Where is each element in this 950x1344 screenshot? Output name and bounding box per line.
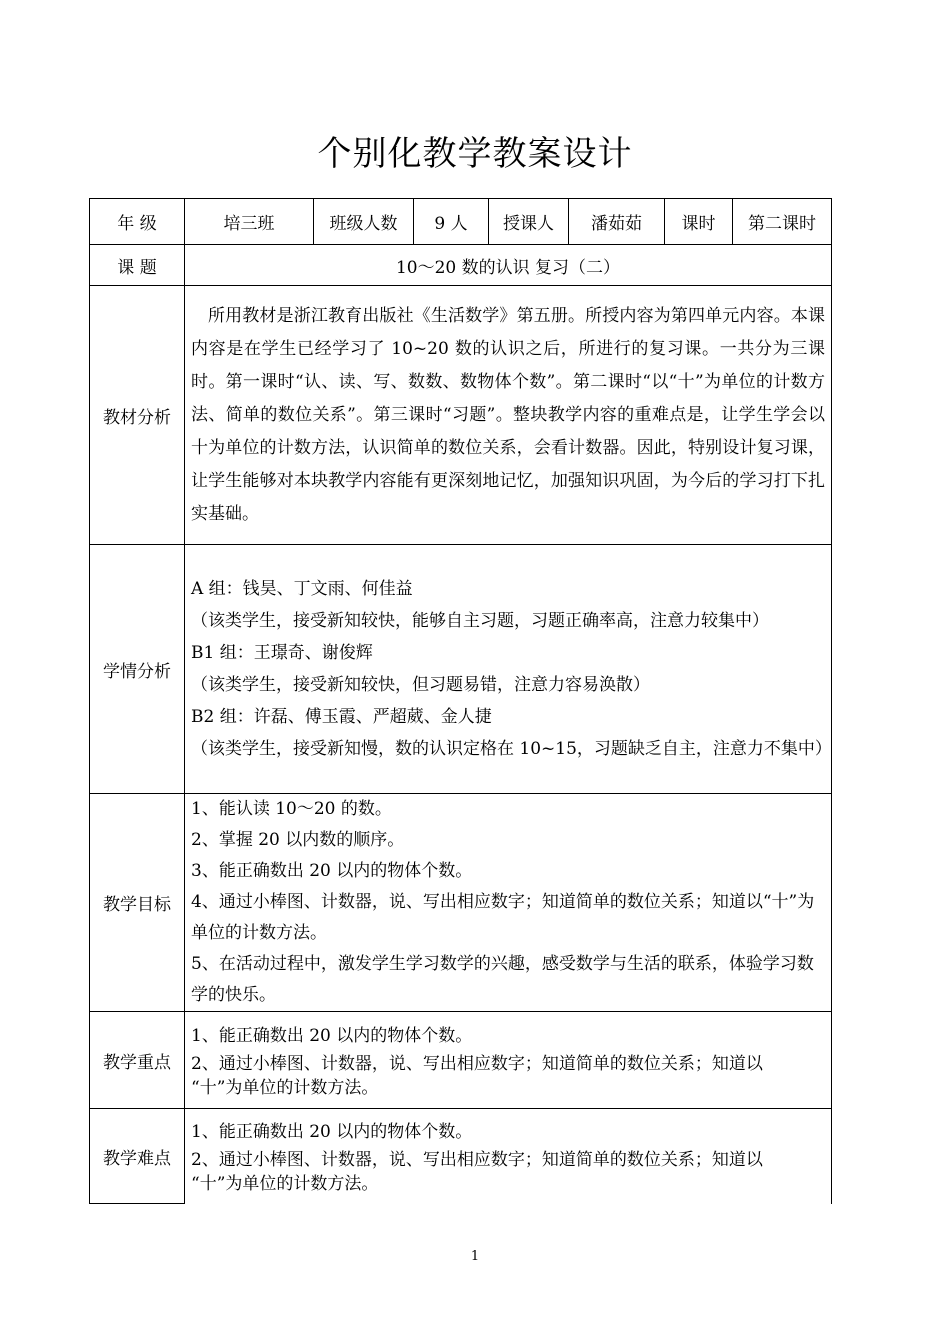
- teaching-goals-row: [90, 794, 832, 1012]
- student-group-b1-note: （该类学生，接受新知较快，但习题易错，注意力容易涣散）: [191, 675, 650, 695]
- student-group-a-note: （该类学生，接受新知较快，能够自主习题，习题正确率高，注意力较集中）: [191, 611, 769, 631]
- goal-item: 4、通过小棒图、计数器，说、写出相应数字；知道简单的数位关系；知道以“十”为单位的计数方法。: [191, 892, 815, 943]
- key-point-line: “十”为单位的计数方法。: [191, 1077, 379, 1098]
- goal-item: 5、在活动过程中，激发学生学习数学的兴趣，感受数学与生活的联系，体验学习数学的快乐。: [191, 954, 814, 1005]
- key-point-item: [191, 1052, 825, 1100]
- teaching-goals-label: 教学目标: [90, 794, 185, 1012]
- difficult-point-item: 1、能正确数出 20 以内的物体个数。: [191, 1121, 473, 1142]
- difficult-point-line: 2、通过小棒图、计数器，说、写出相应数字；知道简单的数位关系；知道以: [191, 1149, 763, 1170]
- period-label: 课时: [665, 199, 733, 245]
- topic-label: 课 题: [90, 245, 185, 286]
- period-value: 第二课时: [733, 199, 832, 245]
- student-analysis-label: 学情分析: [90, 545, 185, 794]
- student-group-b2: B2 组：许磊、傅玉霞、严超葳、金人捷: [191, 707, 492, 727]
- student-analysis-row: [90, 545, 832, 794]
- grade-label: 年 级: [90, 199, 185, 245]
- difficult-point-item: [191, 1148, 825, 1196]
- material-analysis-text: 所用教材是浙江教育出版社《生活数学》第五册。所授内容为第四单元内容。本课内容是在学生已经学习了 10~20 数的认识之后，所进行的复习课。一共分为三课时。第一课时“认、读、写、数数、数物体个数”。第二课时“以“十”为单位的计数方法、简单的数位关系”。第三课时“习题”。整块教学内容的重难点是，让学生学会以十为单位的计数方法，认识简单的数位关系，会看计数器。因此，特别设计复习课，让学生能够对本块教学内容能有更深刻地记忆，加强知识巩固，为今后的学习打下扎实基础。: [191, 305, 825, 524]
- teacher-label: 授课人: [489, 199, 569, 245]
- page-title: 个别化教学教案设计: [317, 134, 633, 174]
- header-row: [90, 199, 832, 245]
- key-point-item: 1、能正确数出 20 以内的物体个数。: [191, 1025, 473, 1046]
- student-group-a: A 组：钱昊、丁文雨、何佳益: [191, 579, 413, 599]
- student-group-b2-note: （该类学生，接受新知慢，数的认识定格在 10~15，习题缺乏自主，注意力不集中）: [191, 739, 832, 759]
- grade-value: 培三班: [185, 199, 314, 245]
- goal-item: 1、能认读 10～20 的数。: [191, 799, 392, 819]
- class-size-label: 班级人数: [314, 199, 414, 245]
- page-number: 1: [470, 1249, 480, 1264]
- difficult-point-line: “十”为单位的计数方法。: [191, 1173, 379, 1194]
- topic-value: 10～20 数的认识 复习（二）: [185, 245, 832, 286]
- material-analysis-row: [90, 286, 832, 545]
- difficult-points-label: 教学难点: [90, 1109, 185, 1204]
- goal-item: 2、掌握 20 以内数的顺序。: [191, 830, 405, 850]
- material-analysis-label: 教材分析: [90, 286, 185, 545]
- student-group-b1: B1 组：王璟奇、谢俊辉: [191, 643, 373, 663]
- teacher-value: 潘茹茹: [569, 199, 665, 245]
- key-point-line: 2、通过小棒图、计数器，说、写出相应数字；知道简单的数位关系；知道以: [191, 1053, 763, 1074]
- topic-row: [90, 245, 832, 286]
- lesson-plan-table: [89, 198, 832, 1204]
- goal-item: 3、能正确数出 20 以内的物体个数。: [191, 861, 473, 881]
- class-size-value: 9 人: [414, 199, 489, 245]
- difficult-points-row: [90, 1109, 832, 1204]
- key-points-row: [90, 1012, 832, 1109]
- key-points-label: 教学重点: [90, 1012, 185, 1109]
